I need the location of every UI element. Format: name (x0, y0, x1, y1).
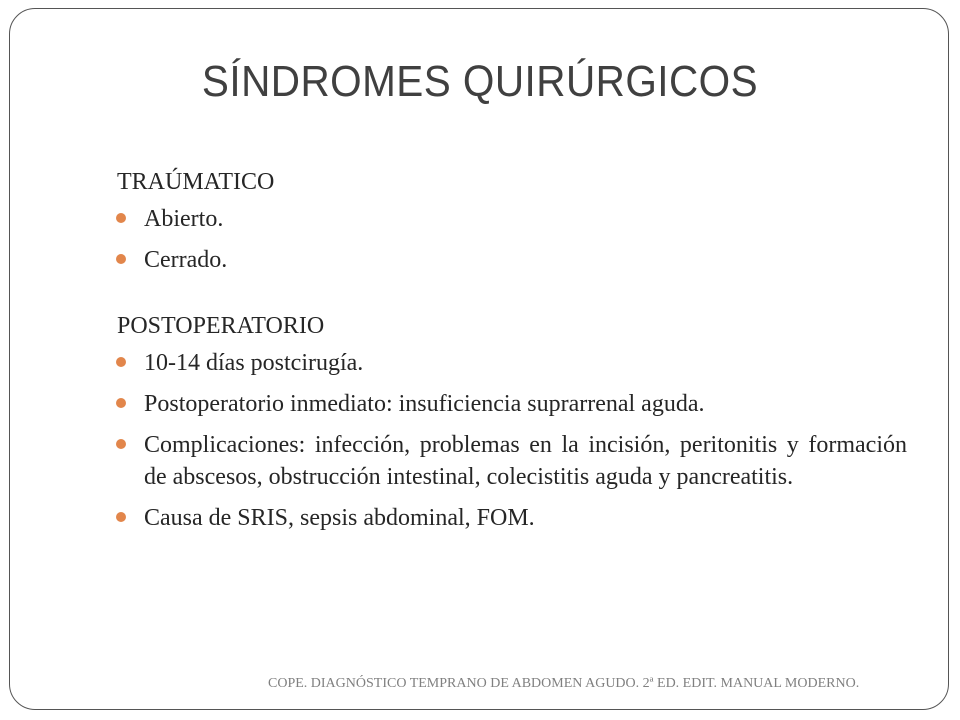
bullet-dot-icon (116, 213, 126, 223)
bullet-dot-icon (116, 439, 126, 449)
bullet-text: Cerrado. (144, 247, 228, 273)
bullet-text: Postoperatorio inmediato: insuficiencia suprarrenal aguda. (144, 391, 705, 417)
bullet-item (107, 347, 907, 379)
bullet-dot-icon (116, 512, 126, 522)
bullet-item (107, 502, 907, 534)
bullet-text: Causa de SRIS, sepsis abdominal, FOM. (144, 505, 535, 531)
bullet-dot-icon (116, 357, 126, 367)
bullet-item (107, 203, 907, 235)
bullet-item (107, 429, 907, 493)
slide-title: SÍNDROMES QUIRÚRGICOS (201, 57, 759, 106)
postoperatorio-bullet-list (107, 347, 907, 534)
bullet-dot-icon (116, 254, 126, 264)
slide-content (107, 162, 907, 543)
section-heading-traumatico: TRAÚMATICO (117, 169, 275, 195)
traumatico-bullet-list (107, 203, 907, 276)
section-heading-postoperatorio: POSTOPERATORIO (117, 313, 325, 339)
bullet-dot-icon (116, 398, 126, 408)
bullet-item (107, 388, 907, 420)
bullet-text: 10-14 días postcirugía. (144, 350, 364, 376)
slide-frame (9, 8, 949, 710)
bullet-text: Abierto. (144, 206, 224, 232)
bullet-item (107, 244, 907, 276)
bullet-text: Complicaciones: infección, problemas en la incisión, peritonitis y formación de abscesos, obstrucción intestinal, colecistitis aguda y pancreatitis. (144, 432, 907, 490)
slide-footer-citation: COPE. DIAGNÓSTICO TEMPRANO DE ABDOMEN AGUDO. 2ª ED. EDIT. MANUAL MODERNO. (268, 676, 860, 691)
